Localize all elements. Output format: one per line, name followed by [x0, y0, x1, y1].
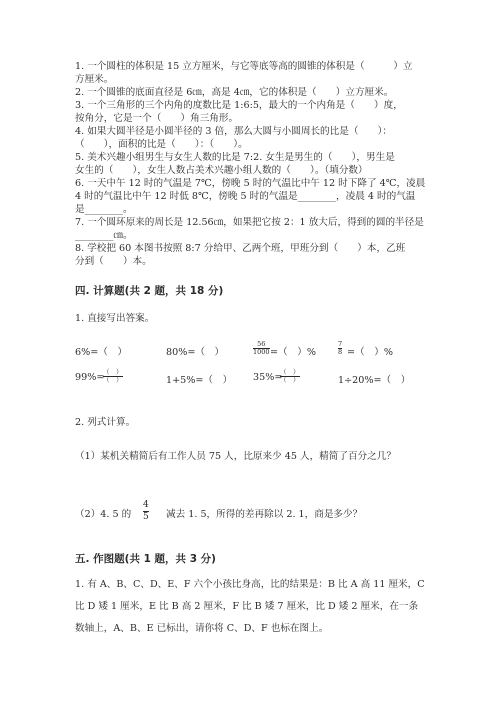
fill-line-15: 8. 学校把 60 本图书按照 8:7 分给甲、乙两个班，甲班分到（ ）本，乙班 [75, 243, 406, 254]
fill-line-16: 分到（ ）本。 [75, 256, 152, 267]
fill-line-4: 3. 一个三角形的三个内角的度数比是 1:6:5，最大的一个内角是（ ）度， [75, 100, 403, 111]
calc-q2-part1: （1）某机关精简后有工作人员 75 人，比原来少 45 人，精简了百分之几？ [75, 451, 396, 462]
fill-line-8: 5. 美术兴趣小组男生与女生人数的比是 7:2. 女生是男生的（ ），男生是 [75, 152, 395, 163]
fill-line-1: 1. 一个圆柱的体积是 15 立方厘米，与它等底等高的圆锥的体积是（ ）立 [75, 61, 413, 72]
calc-d-numerator: 7 [338, 340, 343, 348]
fill-line-7: （ ），面积的比是（ ）：（ ）。 [75, 139, 248, 150]
fill-line-13: 7. 一个圆环原来的周长是 12.56㎝，如果把它按 2：1 放大后，得到的圆的半径是 [75, 217, 424, 228]
calc-q2-part2-prefix: （2）4. 5 的 [75, 509, 132, 520]
calc-item-a: 6%=（ ） [75, 347, 128, 358]
fill-line-12: 是________。 [75, 204, 133, 215]
calc-q1-title: 1. 直接写出答案。 [75, 313, 155, 324]
calc-item-g-fraction [280, 369, 300, 384]
section-4-title: 四. 计算题(共 2 题，共 18 分) [75, 285, 224, 297]
fill-line-10: 6. 一天中午 12 时的气温是 7℃，傍晚 5 时的气温比中午 12 时下降了 4℃，凌晨 [75, 178, 426, 189]
fill-line-14: ________㎝。 [75, 230, 133, 241]
q2-fraction-numerator: 4 [143, 500, 149, 510]
calc-q2-part2-rest: 减去 1. 5，所得的差再除以 2. 1，商是多少？ [166, 509, 363, 520]
calc-d-denominator: 8 [338, 348, 343, 356]
calc-q2-title: 2. 列式计算。 [75, 417, 136, 428]
fill-line-3: 2. 一个圆锥的底面直径是 6㎝，高是 4㎝，它的体积是（ ）立方厘米。 [75, 87, 394, 98]
calc-g-denominator: （ ） [280, 376, 300, 384]
fill-line-5: 按角分，它是一个（ ）角三角形。 [75, 113, 239, 124]
section-5-title: 五. 作图题(共 1 题，共 3 分) [75, 553, 216, 565]
calc-item-d-fraction [338, 341, 342, 356]
calc-q2-fraction [143, 500, 149, 523]
calc-c-numerator: 56 [257, 340, 266, 348]
calc-item-h: 1÷20%=（ ） [338, 375, 411, 386]
q2-fraction-denominator: 5 [143, 512, 149, 522]
calc-item-c-fraction [253, 341, 270, 356]
calc-item-g-prefix: 35%= [253, 372, 283, 383]
drawing-question: 1. 有 A、B、C、D、E、F 六个小孩比身高，比的结果是：B 比 A 高 11 厘米，C 比 D 矮 1 厘米，E 比 B 高 2 厘米，F 比 B 矮 7 厘米，比 D 矮 2 厘米，在一条数轴上，A、B、E 已标出，请你将 C、D、F 也标在图上。 [75, 579, 425, 634]
calc-item-e-fraction [103, 369, 123, 384]
calc-item-c-rest: =（ ）% [270, 347, 316, 358]
fill-line-11: 4 时的气温比中午 12 时低 8℃，傍晚 5 时的气温是________，凌晨 4 时的气温 [75, 191, 416, 202]
calc-e-denominator: （ ） [103, 376, 123, 384]
calc-item-b: 80%=（ ） [166, 347, 225, 358]
fill-line-2: 方厘米。 [75, 74, 114, 85]
fill-line-6: 4. 如果大圆半径是小圆半径的 3 倍，那么大圆与小圆周长的比是（ ）： [75, 126, 393, 137]
calc-e-numerator: （ ） [103, 368, 123, 376]
calc-item-d-rest: =（ ）% [347, 347, 393, 358]
fill-line-9: 女生的（ ），女生人数占美术兴趣小组人数的（ ）。（填分数） [75, 165, 368, 176]
calc-c-denominator: 1000 [253, 348, 270, 356]
calc-item-e-prefix: 99%= [75, 372, 105, 383]
calc-g-numerator: （ ） [280, 368, 300, 376]
calc-item-f: 1+5%=（ ） [166, 375, 233, 386]
